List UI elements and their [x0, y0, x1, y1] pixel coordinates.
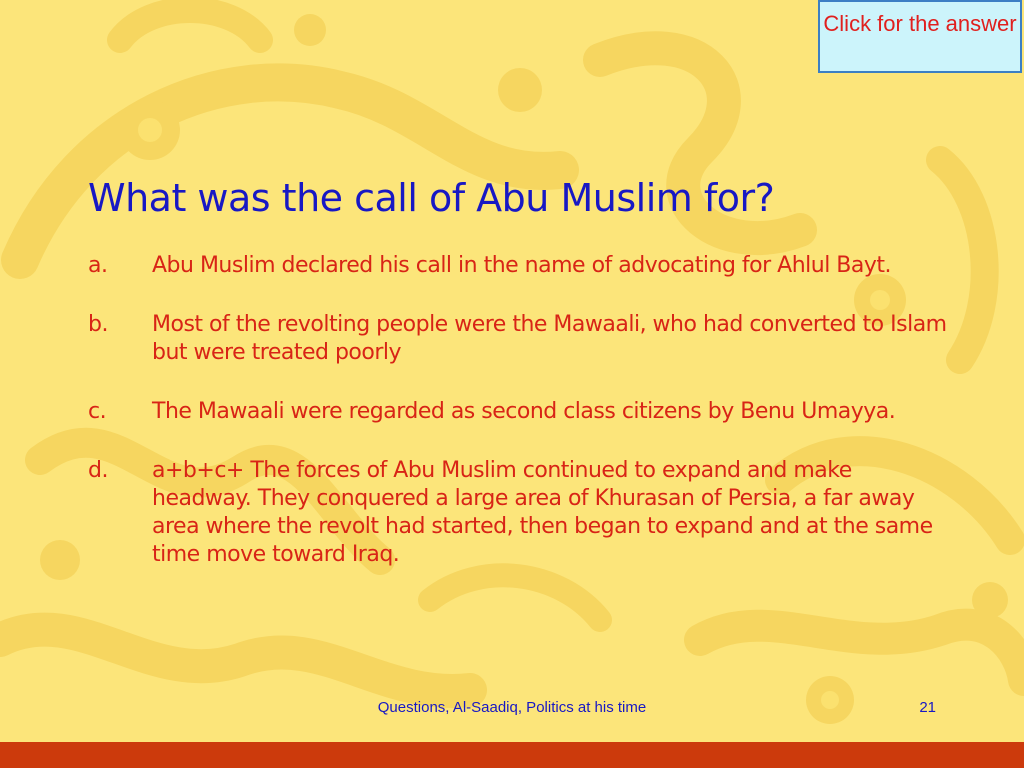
answer-list: [88, 252, 948, 600]
answer-marker: b.: [88, 312, 108, 337]
answer-marker: c.: [88, 399, 107, 424]
answer-text: Abu Muslim declared his call in the name of advocating for Ahlul Bayt.: [152, 253, 892, 278]
click-for-answer-button[interactable]: Click for the answer: [818, 0, 1022, 73]
question-title: What was the call of Abu Muslim for?: [88, 176, 775, 220]
answer-text: Most of the revolting people were the Mawaali, who had converted to Islam but were treated poorly: [152, 312, 947, 365]
bottom-bar: [0, 742, 1024, 768]
answer-text: a+b+c+ The forces of Abu Muslim continued to expand and make headway. They conquered a large area of Khurasan of Persia, a far away area where the revolt had started, then began to expand and at the same time move toward Iraq.: [152, 458, 933, 567]
answer-option-b[interactable]: [88, 311, 948, 367]
answer-marker: a.: [88, 253, 108, 278]
answer-marker: d.: [88, 458, 108, 483]
answer-option-c[interactable]: [88, 398, 948, 426]
answer-text: The Mawaali were regarded as second class citizens by Benu Umayya.: [152, 399, 896, 424]
slide-footer-text: Questions, Al-Saadiq, Politics at his time: [377, 699, 647, 716]
slide-number: 21: [919, 699, 936, 716]
answer-option-a[interactable]: [88, 252, 948, 280]
answer-option-d[interactable]: [88, 457, 948, 569]
